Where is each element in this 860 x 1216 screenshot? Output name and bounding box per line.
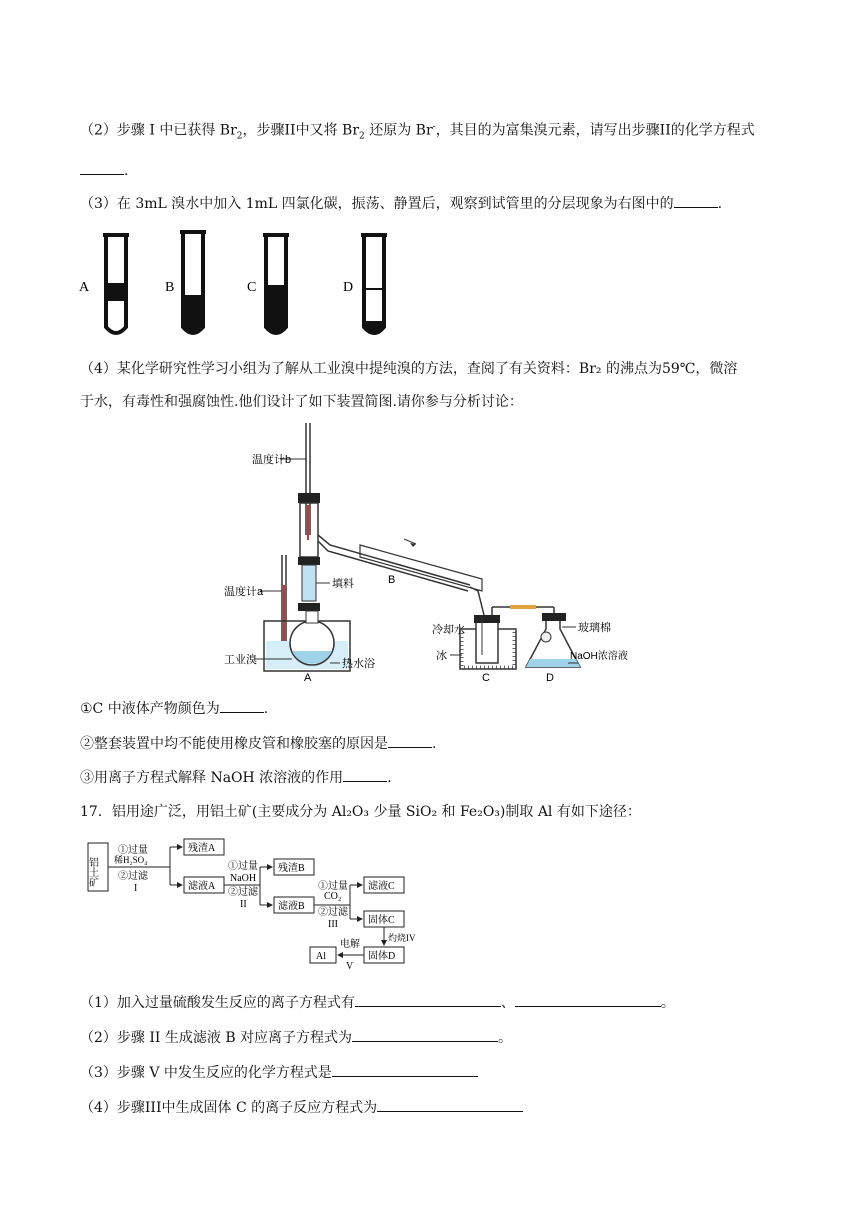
flow-step2-n: II — [240, 899, 247, 910]
label-c: C — [482, 672, 490, 684]
label-hot-bath: 热水浴 — [342, 658, 375, 670]
q17-p1: （1）加入过量硫酸发生反应的离子方程式有 、 。 — [80, 992, 675, 1013]
q4-sub2-blank[interactable] — [388, 733, 432, 748]
q3-line: （3）在 3mL 溴水中加入 1mL 四氯化碳，振荡、静置后，观察到试管里的分层现象为右图中的 . — [80, 193, 722, 214]
flow-step2-c: ②过滤 — [228, 887, 258, 898]
flow-step3-b: CO₂ — [324, 891, 342, 902]
tube-a — [103, 233, 129, 333]
label-thermometer-a: 温度计a — [224, 586, 264, 598]
label-cool-water: 冷却水 — [432, 624, 465, 636]
flow-step3-c: ②过滤 — [318, 907, 348, 918]
tube-c — [263, 233, 289, 333]
q4-sub3: ③用离子方程式解释 NaOH 浓溶液的作用 . — [80, 767, 392, 788]
label-a: A — [304, 672, 312, 684]
tube-label-b: B — [165, 280, 175, 295]
flow-step1-b: 稀H₂SO₄ — [114, 855, 148, 865]
flow-step2-a: ①过量 — [228, 861, 258, 872]
tube-d — [361, 233, 387, 333]
label-thermometer-b: 温度计b — [252, 454, 292, 466]
tube-b — [180, 230, 206, 333]
q4-sub1-blank[interactable] — [220, 698, 264, 713]
flow-residue-b: 残渣B — [278, 863, 305, 874]
q4-sub3-blank[interactable] — [343, 767, 387, 782]
q17-p2: （2）步骤 II 生成滤液 B 对应离子方程式为 。 — [80, 1027, 512, 1048]
q17-p3-blank[interactable] — [332, 1062, 478, 1077]
bauxite-flow-diagram — [84, 835, 434, 975]
q17-p3: （3）步骤 V 中发生反应的化学方程式是 — [80, 1062, 478, 1083]
q17-p4: （4）步骤III中生成固体 C 的离子反应方程式为 — [80, 1097, 523, 1118]
q17-p1-blank-1[interactable] — [355, 992, 501, 1007]
tube-label-c: C — [247, 280, 257, 295]
q17-p1-blank-2[interactable] — [515, 992, 661, 1007]
tube-label-a: A — [79, 280, 90, 295]
flow-step3-n: III — [328, 919, 338, 930]
flow-electro: 电解 — [340, 939, 360, 950]
q4-sub1: ①C 中液体产物颜色为 . — [80, 698, 268, 719]
q17-p4-blank[interactable] — [377, 1097, 523, 1112]
flow-electro-n: V — [346, 961, 354, 972]
flow-step1-a: ①过量 — [118, 845, 148, 856]
tube-label-d: D — [343, 280, 354, 295]
q3-answer-blank[interactable] — [674, 193, 718, 208]
flow-step1-c: ②过滤 — [118, 871, 148, 882]
label-naoh: NaOH浓溶液 — [570, 651, 628, 662]
label-packing: 填料 — [332, 578, 354, 590]
label-glass-wool: 玻璃棉 — [578, 622, 611, 634]
flow-filtrate-b: 滤液B — [278, 901, 305, 912]
flow-solid-c: 固体C — [368, 915, 395, 926]
flow-residue-a: 残渣A — [188, 843, 216, 854]
label-crude-bromine: 工业溴 — [224, 654, 257, 666]
q17-intro: 17．铝用途广泛，用铝土矿(主要成分为 Al₂O₃ 少量 SiO₂ 和 Fe₂O₃)制取 Al 有如下途径： — [80, 804, 641, 820]
q4-line1: （4）某化学研究性学习小组为了解从工业溴中提纯溴的方法，查阅了有关资料：Br₂ 的沸点为59℃，微溶 — [80, 361, 738, 377]
apparatus-figure — [220, 415, 640, 685]
test-tubes-figure — [75, 225, 395, 345]
flow-step3-a: ①过量 — [318, 881, 348, 892]
flow-filtrate-a: 滤液A — [188, 881, 216, 892]
flow-step1-n: I — [134, 883, 138, 894]
q2-line1: （2）步骤 I 中已获得 $Br_2$，步骤II中又将 $Br_2$ 还原为 Br-，其目的为富集溴元素，请写出步骤II的化学方程式 — [80, 122, 755, 142]
flow-calcine: 灼烧IV — [388, 933, 416, 943]
label-ice: 冰 — [436, 650, 447, 662]
q2-line2: . — [80, 160, 128, 181]
q4-line2: 于水，有毒性和强腐蚀性.他们设计了如下装置简图.请你参与分析讨论： — [80, 394, 523, 410]
flow-al: Al — [316, 951, 326, 962]
flow-filtrate-c: 滤液C — [368, 881, 395, 892]
label-b: B — [388, 574, 396, 586]
flow-ore: 铝土矿 — [86, 857, 98, 887]
q4-sub2: ②整套装置中均不能使用橡皮管和橡胶塞的原因是 . — [80, 733, 436, 754]
q2-answer-blank[interactable] — [80, 160, 124, 175]
q17-p2-blank[interactable] — [352, 1027, 498, 1042]
flow-solid-d: 固体D — [368, 951, 396, 962]
flow-step2-b: NaOH — [230, 873, 257, 884]
label-d: D — [546, 672, 554, 684]
